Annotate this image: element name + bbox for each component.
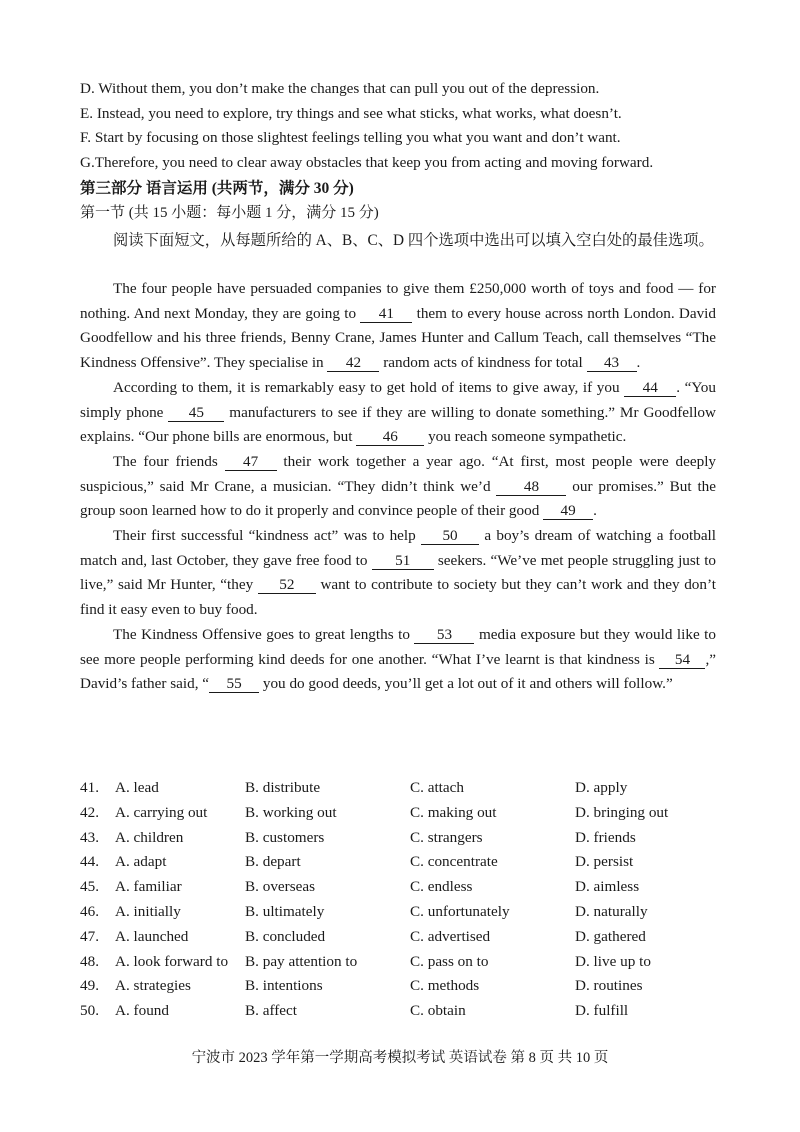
choice-a[interactable]: A. launched [115, 927, 189, 945]
choice-c[interactable]: C. concentrate [410, 853, 498, 871]
choice-c[interactable]: C. unfortunately [410, 902, 510, 920]
choice-a[interactable]: A. children [115, 828, 184, 846]
question-row [80, 900, 740, 925]
paragraph-4: Their first successful “kindness act” was to help 50 a boy’s dream of watching a football match and, last October, they gave free food to 51 seekers. “We’ve met people struggling just to live,” said Mr Hunter, “they 52 want to contribute to society but they can’t work and they don’t find it easy even to buy food. [80, 527, 717, 619]
blank-43[interactable]: 43 [587, 355, 637, 372]
question-number: 42. [80, 803, 99, 821]
choice-b[interactable]: B. depart [245, 853, 301, 871]
choice-a[interactable]: A. adapt [115, 853, 167, 871]
question-row [80, 776, 740, 801]
choice-d[interactable]: D. aimless [575, 878, 640, 896]
paragraph-5: The Kindness Offensive goes to great lengths to 53 media exposure but they would like to see more people performing kind deeds for one another. “What I’ve learnt is that kindness is 54 ,” David’s father said, “ 55 you do good deeds, you’ll get a lot out of it and others will follow.” [80, 625, 716, 693]
subsection-title: 第一节 (共 15 小题：每小题 1 分，满分 15 分) [80, 205, 379, 221]
question-row [80, 826, 740, 851]
question-number: 47. [80, 927, 99, 945]
instruction: 阅读下面短文，从每题所给的 A、B、C、D 四个选项中选出可以填入空白处的最佳选项。 [113, 232, 714, 249]
blank-44[interactable]: 44 [624, 380, 676, 397]
choice-a[interactable]: A. strategies [115, 977, 191, 995]
question-number: 44. [80, 853, 99, 871]
blank-55[interactable]: 55 [209, 676, 259, 693]
choice-d[interactable]: D. friends [575, 828, 636, 846]
paragraph-1: The four people have persuaded companies to give them £250,000 worth of toys and food — for nothing. And next Monday, they are going to 41 them to every house across north London. David Goodfellow and his three friends, Benny Crane, James Hunter and Callum Teach, call themselves “The Kindness Offensive”. They specialise in 42 random acts of kindness for total 43 . [80, 280, 716, 372]
choice-c[interactable]: C. strangers [410, 828, 483, 846]
blank-51[interactable]: 51 [372, 553, 434, 570]
question-number: 50. [80, 1002, 99, 1020]
choice-a[interactable]: A. familiar [115, 878, 182, 896]
choice-c[interactable]: C. attach [410, 779, 464, 796]
choice-b[interactable]: B. overseas [245, 878, 316, 896]
question-row [80, 999, 740, 1024]
question-row [80, 925, 740, 950]
option-g: G.Therefore, you need to clear away obstacles that keep you from acting and moving forward. [80, 153, 654, 171]
blank-50[interactable]: 50 [421, 528, 479, 545]
blank-42[interactable]: 42 [327, 355, 379, 372]
page-footer: 宁波市 2023 学年第一学期高考模拟考试 英语试卷 第 8 页 共 10 页 [191, 1050, 609, 1066]
question-number: 41. [80, 779, 99, 796]
choice-d[interactable]: D. persist [575, 853, 634, 871]
blank-53[interactable]: 53 [414, 627, 474, 644]
cloze-passage [80, 277, 716, 697]
choice-b[interactable]: B. pay attention to [245, 952, 358, 970]
blank-48[interactable]: 48 [496, 479, 566, 496]
question-list [80, 776, 740, 1024]
question-row [80, 801, 740, 826]
choice-c[interactable]: C. pass on to [410, 952, 489, 970]
question-number: 48. [80, 952, 99, 970]
choice-d[interactable]: D. fulfill [575, 1002, 629, 1020]
question-row [80, 950, 740, 975]
choice-d[interactable]: D. bringing out [575, 803, 669, 821]
choice-b[interactable]: B. intentions [245, 977, 323, 995]
choice-d[interactable]: D. live up to [575, 952, 651, 970]
choice-c[interactable]: C. methods [410, 977, 480, 995]
option-f: F. Start by focusing on those slightest feelings telling you what you want and don’t want. [80, 129, 621, 147]
blank-41[interactable]: 41 [360, 306, 412, 323]
previous-section-options [80, 77, 740, 175]
choice-b[interactable]: B. working out [245, 803, 337, 821]
choice-b[interactable]: B. affect [245, 1002, 298, 1020]
blank-47[interactable]: 47 [225, 454, 277, 471]
choice-b[interactable]: B. customers [245, 828, 325, 846]
option-d: D. Without them, you don’t make the changes that can pull you out of the depression. [80, 80, 600, 97]
question-number: 45. [80, 878, 99, 896]
paragraph-3: The four friends 47 their work together a year ago. “At first, most people were deeply suspicious,” said Mr Crane, a musician. “They didn’t think we’d 48 our promises.” But the group soon learned how to do it properly and convince people of their good 49 . [80, 452, 717, 520]
choice-b[interactable]: B. concluded [245, 927, 326, 945]
choice-a[interactable]: A. lead [115, 779, 159, 796]
choice-c[interactable]: C. advertised [410, 927, 491, 945]
choice-a[interactable]: A. look forward to [115, 952, 229, 970]
choice-d[interactable]: D. apply [575, 779, 628, 796]
choice-d[interactable]: D. gathered [575, 927, 646, 945]
option-e: E. Instead, you need to explore, try things and see what sticks, what works, what doesn’t. [80, 104, 622, 122]
choice-a[interactable]: A. initially [115, 902, 181, 920]
question-row [80, 875, 740, 900]
paragraph-2: According to them, it is remarkably easy to get hold of items to give away, if you 44 . “You simply phone 45 manufacturers to see if they are willing to donate something.” Mr Goodfellow explains. “Our phone bills are enormous, but 46 you reach someone sympathetic. [80, 378, 716, 446]
section-title: 第三部分 语言运用 (共两节，满分 30 分) [80, 180, 354, 197]
blank-46[interactable]: 46 [356, 429, 424, 446]
blank-45[interactable]: 45 [168, 405, 224, 422]
choice-c[interactable]: C. making out [410, 803, 497, 821]
choice-b[interactable]: B. ultimately [245, 902, 325, 920]
question-number: 46. [80, 902, 99, 920]
question-row [80, 850, 740, 875]
choice-a[interactable]: A. found [115, 1002, 169, 1020]
choice-d[interactable]: D. naturally [575, 902, 648, 920]
choice-b[interactable]: B. distribute [245, 779, 321, 796]
choice-a[interactable]: A. carrying out [115, 803, 208, 821]
blank-54[interactable]: 54 [659, 652, 705, 669]
blank-52[interactable]: 52 [258, 577, 316, 594]
choice-c[interactable]: C. endless [410, 878, 473, 896]
question-number: 43. [80, 828, 99, 846]
blank-49[interactable]: 49 [543, 503, 593, 520]
question-number: 49. [80, 977, 99, 995]
question-row [80, 974, 740, 999]
choice-d[interactable]: D. routines [575, 977, 643, 995]
choice-c[interactable]: C. obtain [410, 1002, 466, 1020]
